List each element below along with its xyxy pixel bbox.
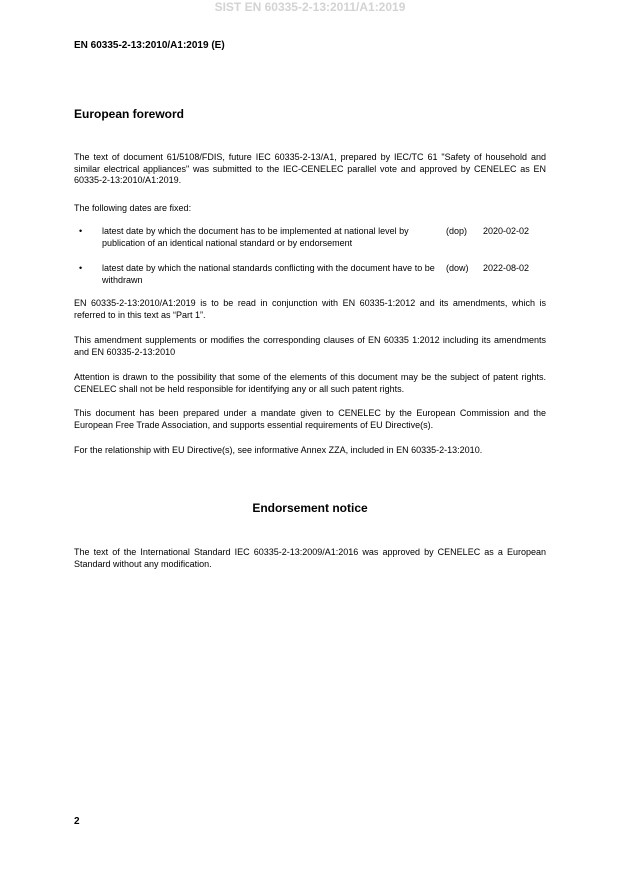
supplements-paragraph: This amendment supplements or modifies the corresponding clauses of EN 60335 1:2012 including its amendments and EN 60335-2-13:2010	[74, 335, 546, 357]
document-id: EN 60335-2-13:2010/A1:2019 (E)	[74, 40, 225, 51]
date-abbreviation: (dop)	[446, 226, 468, 236]
foreword-title: European foreword	[74, 107, 185, 121]
date-description: latest date by which the document has to be implemented at national level by publication of an identical national standard or by endorsement	[102, 226, 409, 248]
watermark: SIST EN 60335-2-13:2011/A1:2019	[214, 0, 406, 14]
date-value: 2020-02-02	[483, 226, 530, 236]
relationship-paragraph: For the relationship with EU Directive(s), see informative Annex ZZA, included in EN 60335-2-13:2010.	[74, 445, 483, 455]
endorsement-title: Endorsement notice	[252, 501, 368, 515]
date-value: 2022-08-02	[483, 263, 530, 273]
date-description: latest date by which the national standards conflicting with the document have to be withdrawn	[102, 263, 435, 285]
date-abbreviation: (dow)	[446, 263, 469, 273]
conjunction-paragraph: EN 60335-2-13:2010/A1:2019 is to be read in conjunction with EN 60335-1:2012 and its amendments, which is referred to in this text as “Part 1”.	[74, 298, 546, 320]
dates-intro: The following dates are fixed:	[74, 203, 192, 213]
page-number: 2	[74, 816, 80, 827]
foreword-intro: The text of document 61/5108/FDIS, future IEC 60335-2-13/A1, prepared by IEC/TC 61 "Safety of household and similar electrical appliances" was submitted to the IEC-CENELEC parallel vote and approved by CENELEC as EN 60335-2-13:2010/A1:2019.	[74, 152, 546, 185]
bullet: •	[79, 263, 83, 273]
bullet: •	[79, 226, 83, 236]
patent-paragraph: Attention is drawn to the possibility that some of the elements of this document may be the subject of patent rights. CENELEC shall not be held responsible for identifying any or all such patent rights.	[74, 372, 546, 394]
mandate-paragraph: This document has been prepared under a mandate given to CENELEC by the European Commission and the European Free Trade Association, and supports essential requirements of EU Directive(s).	[74, 408, 546, 430]
endorsement-text: The text of the International Standard IEC 60335-2-13:2009/A1:2016 was approved by CENELEC as a European Standard without any modification.	[74, 547, 546, 569]
